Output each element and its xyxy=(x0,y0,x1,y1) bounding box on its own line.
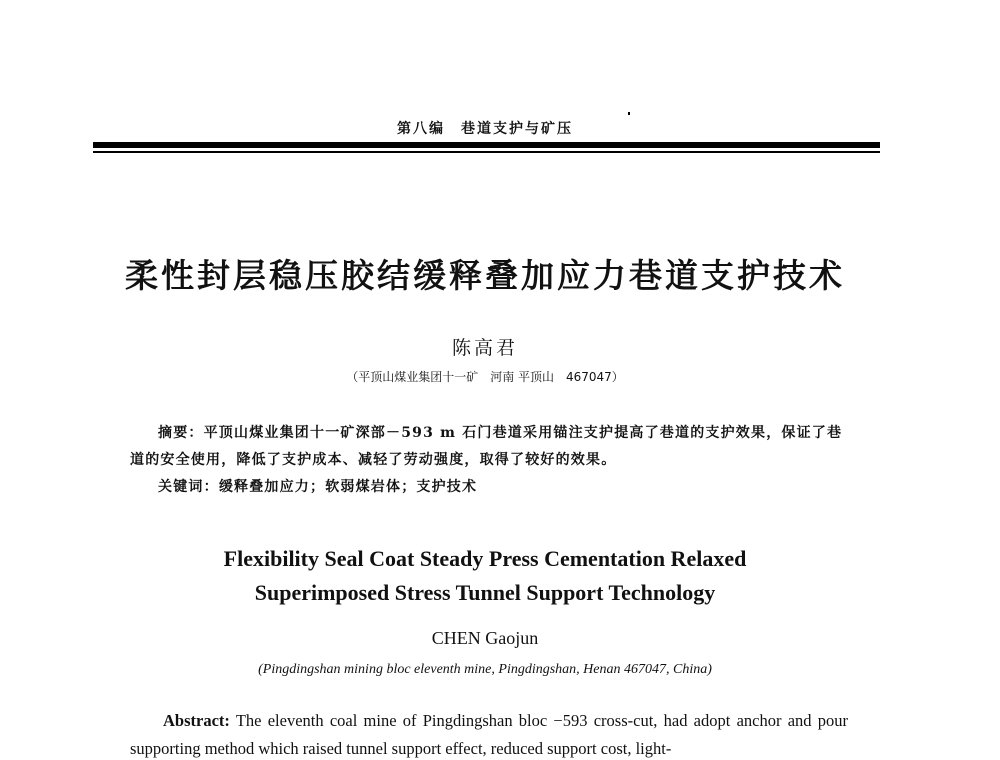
keywords-text: 缓释叠加应力；软弱煤岩体；支护技术 xyxy=(218,479,478,495)
scan-speck xyxy=(628,112,630,115)
english-abstract xyxy=(130,707,848,760)
chinese-abstract xyxy=(130,420,850,474)
english-title-line1: Flexibility Seal Coat Steady Press Cementation Relaxed xyxy=(223,546,747,571)
abstract-text: 平顶山煤业集团十一矿深部－593 m 石门巷道采用锚注支护提高了巷道的支护效果，保证了巷道的安全使用，降低了支护成本、减轻了劳动强度，取得了较好的效果。 xyxy=(130,425,843,468)
chinese-title: 柔性封层稳压胶结缓释叠加应力巷道支护技术 xyxy=(125,256,845,295)
chinese-affiliation: （平顶山煤业集团十一矿 河南 平顶山 467047） xyxy=(346,370,624,384)
english-abstract-label: Abstract: xyxy=(163,711,230,730)
header-rule-thin xyxy=(93,151,880,153)
running-header: 第八编 巷道支护与矿压 xyxy=(397,121,573,137)
english-abstract-text: The eleventh coal mine of Pingdingshan bloc −593 cross-cut, had adopt anchor and pour supporting method which raised tunnel support effect, reduced support cost, light- xyxy=(130,711,848,758)
english-affiliation: (Pingdingshan mining bloc eleventh mine, Pingdingshan, Henan 467047, China) xyxy=(258,662,712,677)
english-author: CHEN Gaojun xyxy=(431,628,539,648)
english-title-line2: Superimposed Stress Tunnel Support Technology xyxy=(254,580,716,605)
chinese-author: 陈高君 xyxy=(451,337,518,359)
header-rule-thick xyxy=(93,142,880,148)
abstract-label: 摘要： xyxy=(158,425,204,441)
chinese-keywords xyxy=(158,474,878,501)
keywords-label: 关键词： xyxy=(158,479,219,495)
